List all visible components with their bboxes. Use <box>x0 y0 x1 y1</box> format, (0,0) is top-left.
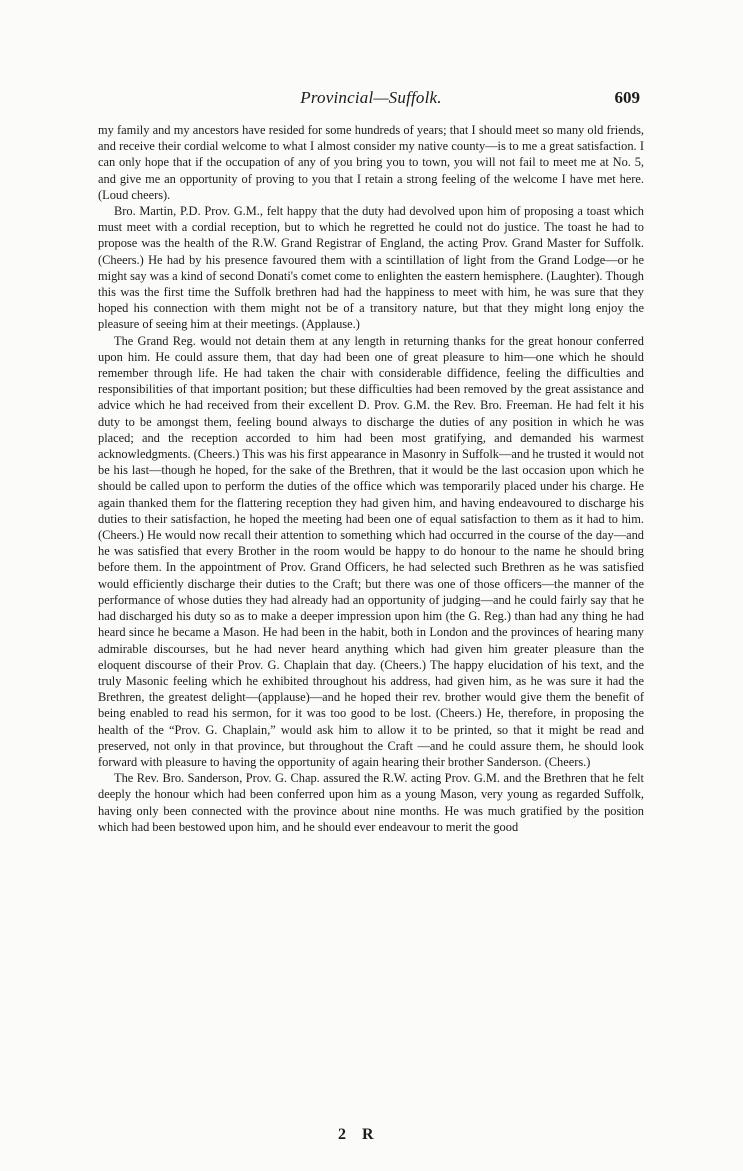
paragraph-2: Bro. Martin, P.D. Prov. G.M., felt happy that the duty had devolved upon him of proposing a toast which must meet with a cordial reception, but to which he regretted he could not do justice. The toast he had to propose was the health of the R.W. Grand Registrar of England, the acting Prov. Grand Master for Suffolk. (Cheers.) He had by his presence favoured them with a scintillation of light from the Grand Lodge—or he might say was a kind of second Donati's comet come to enlighten the eastern hemisphere. (Laughter). Though this was the first time the Suffolk brethren had had the happiness to meet with him, he was sure that they hoped his connection with them might not be of a transitory nature, but that they might long enjoy the pleasure of seeing him at their meetings. (Applause.) <box>98 204 644 332</box>
page-number: 609 <box>614 88 640 107</box>
article-body <box>98 122 644 835</box>
paragraph-1: my family and my ancestors have resided for some hundreds of years; that I should meet so many old friends, and receive their cordial welcome to what I almost consider my native county—is to me a great satisfaction. I can only hope that if the occupation of any of you bring you to town, you will not fail to meet me at No. 5, and give me an opportunity of proving to you that I retain a strong feeling of the welcome I have met here. (Loud cheers). <box>98 123 644 202</box>
paragraph-4: The Rev. Bro. Sanderson, Prov. G. Chap. assured the R.W. acting Prov. G.M. and the Brethren that he felt deeply the honour which had been conferred upon him as a young Mason, very young as regarded Suffolk, having only been connected with the province about nine months. He was much gratified by the position which had been bestowed upon him, and he should ever endeavour to merit the good <box>98 771 644 834</box>
running-head <box>98 88 644 112</box>
running-title: Provincial—Suffolk. <box>300 88 442 107</box>
signature-mark: 2 R <box>338 1126 380 1143</box>
paragraph-3: The Grand Reg. would not detain them at any length in returning thanks for the great honour conferred upon him. He could assure them, that day had been one of great pleasure to him—one which he should remember through life. He had taken the chair with considerable diffidence, feeling the difficulties and responsibilities of that important position; but these difficulties had been removed by the great assistance and advice which he had received from their excellent D. Prov. G.M. the Rev. Bro. Freeman. He had felt it his duty to be amongst them, feeling bound always to discharge the duties of any position in which he was placed; and the reception accorded to him had been most gratifying, and demanded his warmest acknowledgments. (Cheers.) This was his first appearance in Masonry in Suffolk—and he trusted it would not be his last—though he hoped, for the sake of the Brethren, that it would be the last occasion upon which he should be called upon to perform the duties of the office which was temporarily placed under his charge. He again thanked them for the flattering reception they had given him, and having endeavoured to discharge his duties to their satisfaction, he hoped the meeting had been one of equal satisfaction to them as it had to him. (Cheers.) He would now recall their attention to something which had occurred in the course of the day—and he was satisfied that every Brother in the room would be happy to do honour to the name he should bring before them. In the appointment of Prov. Grand Officers, he had selected such Brethren as he was satisfied would efficiently discharge their duties to the Craft; but there was one of those officers—the manner of the performance of whose duties they had already had an opportunity of judging—and he could fairly say that he had discharged his duty so as to make a deeper impression upon him (the G. Reg.) than had any thing he had heard since he became a Mason. He had been in the habit, both in London and the provinces of hearing many admirable discourses, but he had never heard anything which had given him greater pleasure than the eloquent discourse of their Prov. G. Chaplain that day. (Cheers.) The happy elucidation of his text, and the truly Masonic feeling which he exhibited throughout his address, had given him, as he was sure it had the Brethren, the greatest delight—(applause)—and he hoped their rev. brother would give them the benefit of being enabled to read his sermon, for it was too good to be lost. (Cheers.) He, therefore, in proposing the health of the “Prov. G. Chaplain,” would ask him to allow it to be printed, so that it might be read and preserved, not only in that province, but throughout the Craft —and he could assure them, he should look forward with pleasure to having the opportunity of again hearing their brother Sanderson. (Cheers.) <box>98 333 644 769</box>
